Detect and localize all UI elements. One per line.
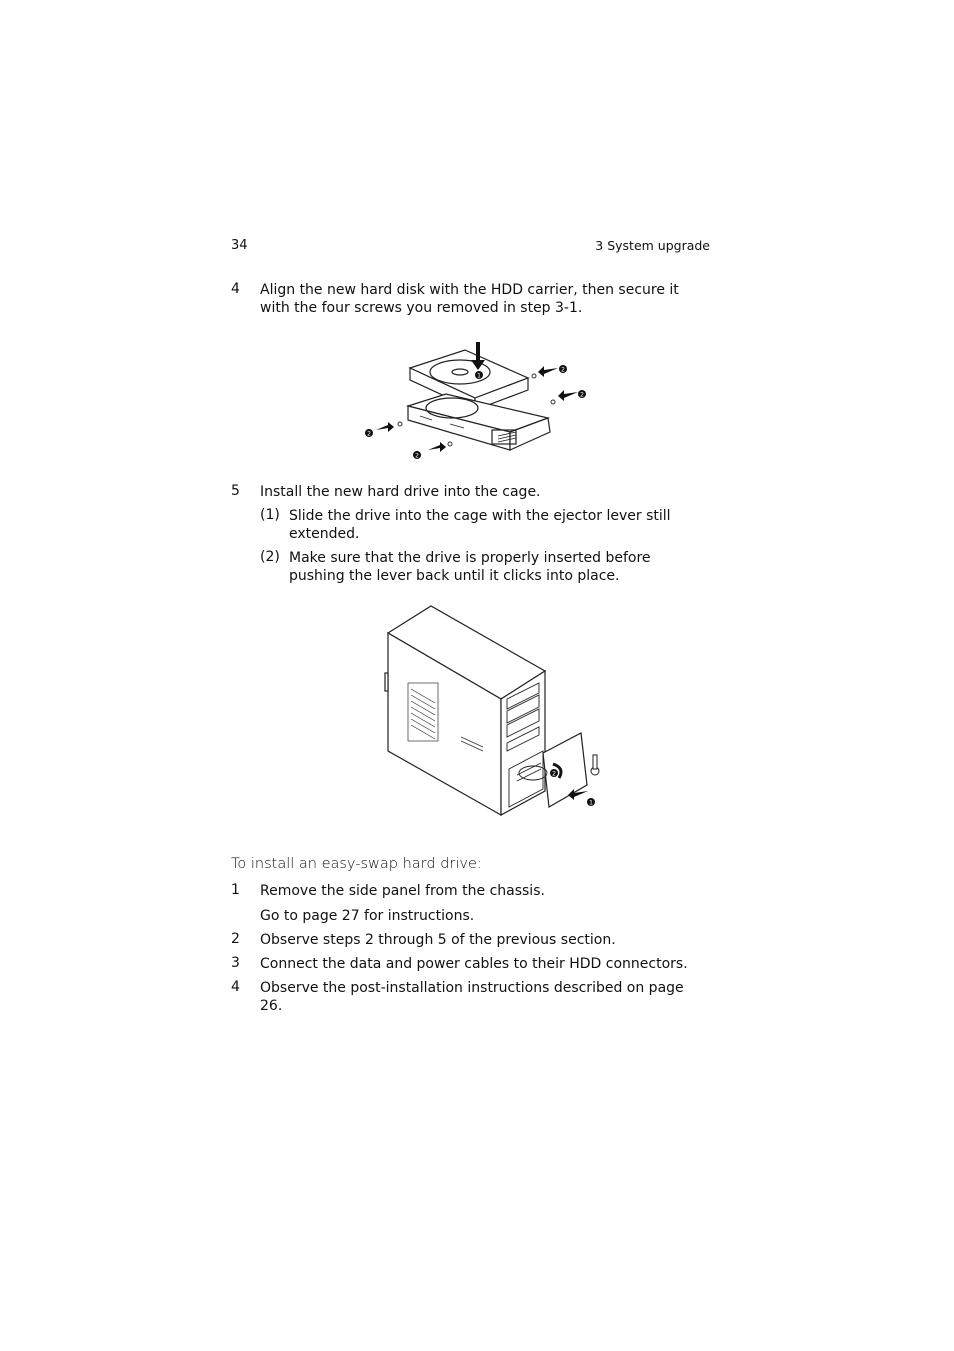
chassis-illustration bbox=[383, 603, 603, 818]
callout-1: 1 bbox=[477, 372, 481, 380]
step-text: Connect the data and power cables to their HDD connectors. bbox=[260, 956, 688, 972]
callout-2: 2 bbox=[367, 430, 371, 438]
step-text: Install the new hard drive into the cage. bbox=[260, 484, 541, 500]
substep-text: Slide the drive into the cage with the ejector lever still extended. bbox=[289, 508, 671, 542]
step-text: Remove the side panel from the chassis. bbox=[260, 883, 545, 899]
hdd-carrier-illustration bbox=[360, 340, 600, 465]
callout-2: 2 bbox=[580, 391, 584, 399]
step-number: 4 bbox=[231, 281, 240, 297]
callout-1: 1 bbox=[589, 799, 593, 807]
callout-2: 2 bbox=[561, 366, 565, 374]
page-number: 34 bbox=[231, 238, 248, 253]
step-note: Go to page 27 for instructions. bbox=[260, 908, 475, 924]
substep-number: (1) bbox=[260, 507, 280, 523]
procedure-lead-in: To install an easy-swap hard drive: bbox=[231, 856, 482, 872]
step-text: Align the new hard disk with the HDD carrier, then secure it with the four screws you removed in step 3-1. bbox=[260, 282, 679, 316]
step-text: Observe steps 2 through 5 of the previous section. bbox=[260, 932, 616, 948]
step-number: 4 bbox=[231, 979, 240, 995]
callout-2: 2 bbox=[552, 770, 556, 778]
callout-2: 2 bbox=[415, 452, 419, 460]
step-number: 2 bbox=[231, 931, 240, 947]
step-number: 5 bbox=[231, 483, 240, 499]
section-title: 3 System upgrade bbox=[595, 238, 710, 253]
step-text: Observe the post-installation instructions described on page 26. bbox=[260, 980, 684, 1014]
substep-number: (2) bbox=[260, 549, 280, 565]
step-number: 1 bbox=[231, 882, 240, 898]
substep-text: Make sure that the drive is properly inserted before pushing the lever back until it clicks into place. bbox=[289, 550, 651, 584]
step-number: 3 bbox=[231, 955, 240, 971]
